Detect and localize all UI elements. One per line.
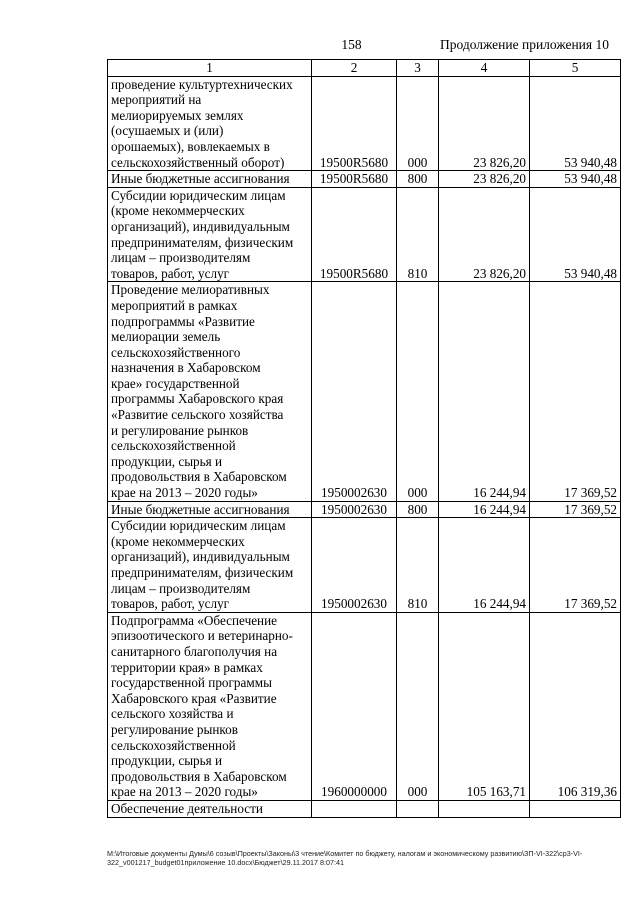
table-row <box>108 76 621 171</box>
amount-col5: 17 369,52 <box>530 518 621 613</box>
table-row <box>108 282 621 501</box>
table-row <box>108 612 621 800</box>
target-article-code: 1950002630 <box>312 518 397 613</box>
appendix-continuation-label: Продолжение приложения 10 <box>439 37 609 52</box>
column-header: 4 <box>439 60 530 77</box>
amount-col4: 105 163,71 <box>439 612 530 800</box>
row-description: Иные бюджетные ассигнования <box>108 501 312 518</box>
expense-type-code: 810 <box>397 187 439 282</box>
amount-col4 <box>439 800 530 817</box>
amount-col5: 17 369,52 <box>530 501 621 518</box>
budget-table <box>107 59 621 818</box>
amount-col5: 53 940,48 <box>530 171 621 188</box>
amount-col5: 53 940,48 <box>530 187 621 282</box>
expense-type-code: 000 <box>397 76 439 171</box>
row-description: Проведение мелиоративных мероприятий в рамках подпрограммы «Развитие мелиорации земель сельскохозяйственного назначения в Хабаровском крае» государственной программы Хабаровского края «Развитие сельского хозяйства и регулирование рынков сельскохозяйственной продукции, сырья и продовольствия в Хабаровском крае на 2013 – 2020 годы» <box>108 282 312 501</box>
target-article-code <box>312 800 397 817</box>
table-row <box>108 171 621 188</box>
expense-type-code: 810 <box>397 518 439 613</box>
expense-type-code: 800 <box>397 171 439 188</box>
row-description: Субсидии юридическим лицам (кроме некоммерческих организаций), индивидуальным предпринимателям, физическим лицам – производителям товаров, работ, услуг <box>108 518 312 613</box>
column-header: 3 <box>397 60 439 77</box>
amount-col4: 23 826,20 <box>439 171 530 188</box>
target-article-code: 19500R5680 <box>312 76 397 171</box>
row-description: Иные бюджетные ассигнования <box>108 171 312 188</box>
expense-type-code <box>397 800 439 817</box>
row-description: Обеспечение деятельности <box>108 800 312 817</box>
target-article-code: 1950002630 <box>312 501 397 518</box>
amount-col4: 16 244,94 <box>439 501 530 518</box>
expense-type-code: 000 <box>397 612 439 800</box>
target-article-code: 19500R5680 <box>312 171 397 188</box>
column-header: 2 <box>312 60 397 77</box>
column-header: 1 <box>108 60 312 77</box>
target-article-code: 1960000000 <box>312 612 397 800</box>
amount-col4: 23 826,20 <box>439 187 530 282</box>
column-header: 5 <box>530 60 621 77</box>
amount-col5 <box>530 800 621 817</box>
row-description: Подпрограмма «Обеспечение эпизоотического и ветеринарно- санитарного благополучия на территории края» в рамках государственной программы Хабаровского края «Развитие сельского хозяйства и регулирование рынков сельскохозяйственной продукции, сырья и продовольствия в Хабаровском крае на 2013 – 2020 годы» <box>108 612 312 800</box>
amount-col4: 16 244,94 <box>439 518 530 613</box>
table-row <box>108 800 621 817</box>
amount-col5: 106 319,36 <box>530 612 621 800</box>
amount-col4: 16 244,94 <box>439 282 530 501</box>
page-number: 158 <box>341 37 362 52</box>
table-row <box>108 187 621 282</box>
file-path-footer: M:\Итоговые документы Думы\6 созыв\Проекты\Законы\3 чтение\Комитет по бюджету, налогам и экономическому развитию\ЗП-VI-322\ср3-VI-322_v001217_budget01приложение 10.docx\Бюджет\29.11.2017 8:07:41 <box>107 849 583 867</box>
amount-col5: 17 369,52 <box>530 282 621 501</box>
row-description: проведение культуртехнических мероприятий на мелиорируемых землях (осушаемых и (или) орошаемых), вовлекаемых в сельскохозяйственный оборот) <box>108 76 312 171</box>
target-article-code: 19500R5680 <box>312 187 397 282</box>
amount-col4: 23 826,20 <box>439 76 530 171</box>
table-row <box>108 518 621 613</box>
target-article-code: 1950002630 <box>312 282 397 501</box>
row-description: Субсидии юридическим лицам (кроме некоммерческих организаций), индивидуальным предпринимателям, физическим лицам – производителям товаров, работ, услуг <box>108 187 312 282</box>
amount-col5: 53 940,48 <box>530 76 621 171</box>
expense-type-code: 000 <box>397 282 439 501</box>
table-header-row <box>108 60 621 77</box>
expense-type-code: 800 <box>397 501 439 518</box>
table-row <box>108 501 621 518</box>
